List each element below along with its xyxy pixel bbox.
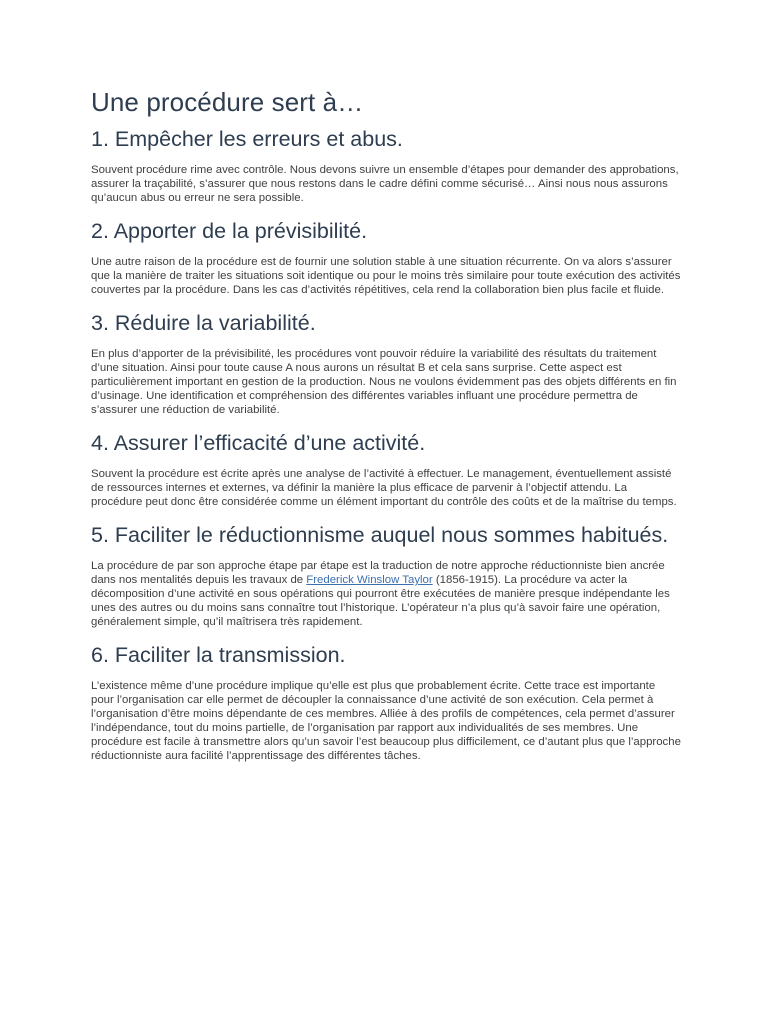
section-heading: 6. Faciliter la transmission. xyxy=(91,643,346,667)
section-3 xyxy=(91,310,681,417)
taylor-link[interactable]: Frederick Winslow Taylor xyxy=(306,574,433,586)
section-paragraph: Une autre raison de la procédure est de fournir une solution stable à une situation récurrente. On va alors s’assurer que la manière de traiter les situations soit identique ou pour le moins très similaire pour toute exécution des activités couvertes par la procédure. Dans les cas d’activités répétitives, cela rend la collaboration bien plus facile et fluide. xyxy=(91,256,681,296)
document-title: Une procédure sert à… xyxy=(91,87,364,117)
section-1 xyxy=(91,126,681,205)
section-paragraph: Souvent procédure rime avec contrôle. Nous devons suivre un ensemble d’étapes pour demander des approbations, assurer la traçabilité, s’assurer que nous restons dans le cadre défini comme sécurisé… Ainsi nous nous assurons qu’aucun abus ou erreur ne sera possible. xyxy=(91,164,679,204)
section-heading: 4. Assurer l’efficacité d’une activité. xyxy=(91,431,426,455)
section-heading: 5. Faciliter le réductionnisme auquel nous sommes habitués. xyxy=(91,523,669,547)
section-5 xyxy=(91,522,681,629)
section-heading: 3. Réduire la variabilité. xyxy=(91,311,316,335)
section-heading: 1. Empêcher les erreurs et abus. xyxy=(91,127,403,151)
section-2 xyxy=(91,218,681,297)
document-page xyxy=(91,86,681,776)
section-heading: 2. Apporter de la prévisibilité. xyxy=(91,219,368,243)
section-6 xyxy=(91,642,681,763)
section-paragraph: L’existence même d’une procédure implique qu’elle est plus que probablement écrite. Cette trace est importante pour l’organisation car elle permet de découpler la connaissance d’une activité de son exécution. Cela permet à l’organisation d’être moins dépendante de ces membres. Alliée à des profils de compétences, cela permet d’assurer l’indépendance, tout du moins partielle, de l’organisation par rapport aux individualités de ses membres. Une procédure est facile à transmettre alors qu’un savoir l’est beaucoup plus difficilement, ce d’autant plus que l’approche réductionniste aura facilité l’apprentissage des différentes tâches. xyxy=(91,680,681,762)
section-paragraph xyxy=(91,559,681,629)
section-paragraph: Souvent la procédure est écrite après une analyse de l’activité à effectuer. Le management, éventuellement assisté de ressources internes et externes, va définir la manière la plus efficace de parvenir à l’objectif attendu. La procédure peut donc être considérée comme un élément important du contrôle des coûts et de la maîtrise du temps. xyxy=(91,468,677,508)
paragraph-text-before-link: La procédure de par son approche étape par étape est la traduction de notre approche réductionniste bien ancrée dans nos mentalités depuis les travaux de xyxy=(91,560,665,586)
section-4 xyxy=(91,430,681,509)
paragraph-text-after-link: (1856-1915). La procédure va acter la décomposition d’une activité en sous opérations qui pourront être exécutées de manière presque indépendante les unes des autres ou du moins sans connaître tout l’historique. L’opérateur n’a plus qu’à savoir faire une opération, généralement simple, qu’il maîtrisera très rapidement. xyxy=(91,574,670,628)
section-paragraph: En plus d’apporter de la prévisibilité, les procédures vont pouvoir réduire la variabilité des résultats du traitement d’une situation. Ainsi pour toute cause A nous aurons un résultat B et cela sans surprise. Cette aspect est particulièrement important en gestion de la production. Nous ne voulons évidemment pas des objets différents en fin d’usinage. Une identification et compréhension des différentes variables influant une procédure permettra de s’assurer une réduction de variabilité. xyxy=(91,348,677,416)
